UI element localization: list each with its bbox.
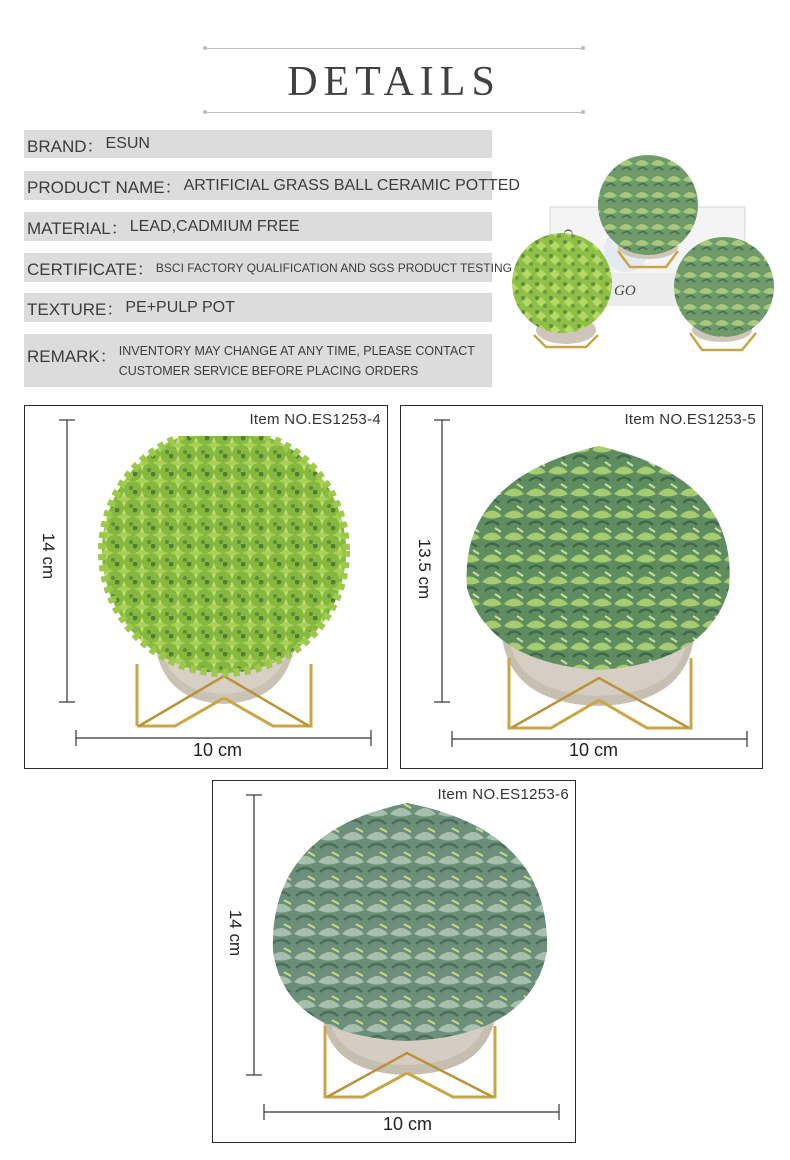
spec-label: PRODUCT NAME： bbox=[27, 178, 182, 197]
spec-row-remark bbox=[24, 334, 492, 387]
spec-label: CERTIFICATE： bbox=[27, 260, 154, 279]
spec-value: ARTIFICIAL GRASS BALL CERAMIC POTTED bbox=[183, 176, 520, 194]
product-panel-es1253-5 bbox=[400, 405, 763, 769]
plant-image bbox=[269, 801, 559, 1101]
spec-label: MATERIAL： bbox=[27, 219, 128, 238]
spec-value: BSCI FACTORY QUALIFICATION AND SGS PRODUCT TESTING bbox=[155, 260, 512, 275]
header-top-rule bbox=[205, 48, 583, 49]
spec-value: LEAD,CADMIUM FREE bbox=[129, 217, 300, 235]
header-bottom-rule bbox=[205, 112, 583, 113]
spec-value bbox=[119, 341, 475, 381]
spec-row-material bbox=[24, 212, 492, 241]
remark-line-1: INVENTORY MAY CHANGE AT ANY TIME, PLEASE CONTACT bbox=[118, 344, 475, 358]
item-number: Item NO.ES1253-4 bbox=[249, 411, 381, 428]
spec-label: TEXTURE： bbox=[27, 300, 124, 319]
product-panel-es1253-4 bbox=[24, 405, 388, 769]
spec-row-texture bbox=[24, 293, 492, 322]
hero-product-photo bbox=[506, 155, 776, 355]
height-label: 14 cm bbox=[39, 532, 58, 580]
spec-row-certificate bbox=[24, 253, 512, 282]
page-title: DETAILS bbox=[287, 59, 501, 105]
spec-row-brand bbox=[24, 130, 492, 158]
remark-line-2: CUSTOMER SERVICE BEFORE PLACING ORDERS bbox=[118, 364, 419, 378]
width-label: 10 cm bbox=[193, 740, 243, 760]
width-label: 10 cm bbox=[383, 1114, 433, 1134]
width-label: 10 cm bbox=[569, 740, 619, 760]
spec-row-product-name bbox=[24, 171, 520, 200]
box-text-bottom: GO bbox=[614, 283, 636, 299]
height-label: 13.5 cm bbox=[415, 538, 434, 600]
spec-label: BRAND： bbox=[27, 136, 104, 156]
product-panel-es1253-6 bbox=[212, 780, 576, 1143]
spec-value: PE+PULP POT bbox=[125, 298, 235, 316]
spec-value: ESUN bbox=[105, 135, 150, 152]
item-number: Item NO.ES1253-6 bbox=[437, 786, 569, 803]
spec-label: REMARK： bbox=[27, 347, 117, 366]
height-label: 14 cm bbox=[226, 909, 245, 957]
plant-image bbox=[459, 438, 749, 738]
plant-image bbox=[79, 436, 369, 736]
item-number: Item NO.ES1253-5 bbox=[624, 411, 756, 428]
